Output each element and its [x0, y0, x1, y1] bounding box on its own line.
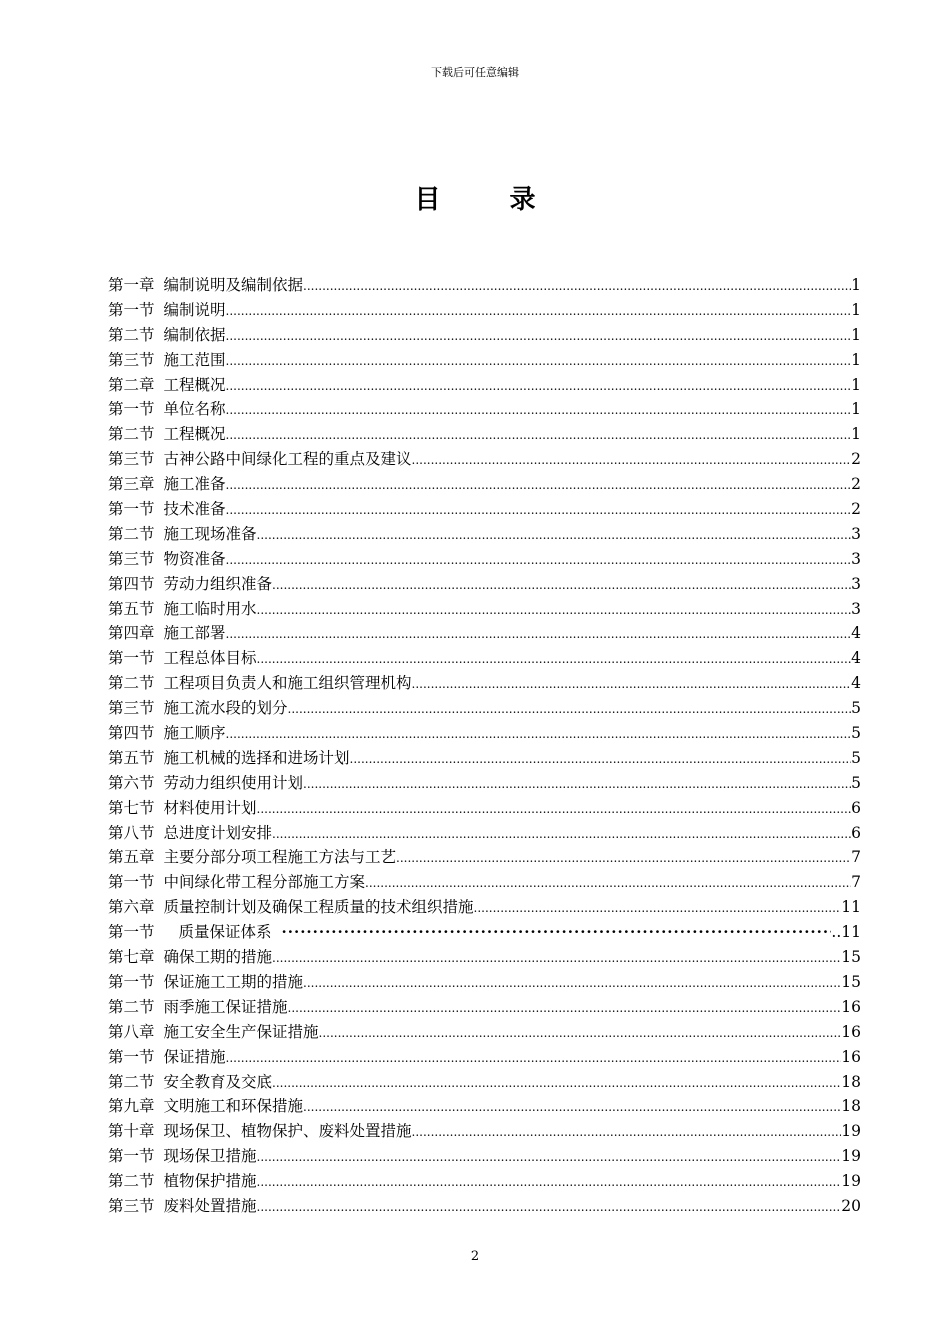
toc-entry-number: 第五节	[108, 748, 155, 767]
toc-leader-dots	[257, 523, 852, 547]
toc-leader-dots	[226, 622, 852, 646]
toc-entry-number: 第四章	[108, 624, 155, 643]
toc-entry-number: 第三章	[108, 475, 155, 494]
toc-entry-page: 18	[841, 1072, 861, 1091]
toc-entry-page: 15	[841, 948, 861, 967]
toc-entry-number: 第一节	[108, 873, 155, 892]
toc-entry-title: 劳动力组织使用计划	[163, 773, 304, 792]
toc-entry[interactable]	[108, 447, 861, 472]
toc-entry-number: 第四节	[108, 574, 155, 593]
toc-entry-number: 第四节	[108, 724, 155, 743]
toc-entry-title: 现场保卫、植物保护、废料处置措施	[163, 1122, 412, 1141]
toc-entry-number: 第五节	[108, 599, 155, 618]
toc-entry-title: 古神公路中间绿化工程的重点及建议	[163, 450, 412, 469]
toc-entry[interactable]	[108, 323, 861, 348]
toc-entry-title: 施工安全生产保证措施	[163, 1022, 319, 1041]
toc-entry[interactable]	[108, 547, 861, 572]
table-of-contents	[108, 273, 861, 1219]
toc-entry-number: 第十章	[108, 1122, 155, 1141]
toc-entry[interactable]	[108, 397, 861, 422]
toc-entry-title: 施工现场准备	[163, 524, 257, 543]
toc-entry-title: 施工机械的选择和进场计划	[163, 748, 350, 767]
toc-entry-title: 保证施工工期的措施	[163, 972, 304, 991]
toc-leader-dots	[226, 548, 852, 572]
toc-entry-title: 编制依据	[163, 325, 226, 344]
toc-entry-number: 第七章	[108, 948, 155, 967]
toc-entry-page: 4	[851, 624, 861, 643]
toc-leader-dots	[226, 1046, 842, 1070]
toc-entry-title: 安全教育及交底	[163, 1072, 273, 1091]
toc-entry[interactable]	[108, 995, 861, 1020]
toc-entry-page: 7	[851, 848, 861, 867]
toc-entry-title: 质量控制计划及确保工程质量的技术组织措施	[163, 898, 474, 917]
toc-entry-title: 保证措施	[163, 1047, 226, 1066]
toc-entry[interactable]	[108, 621, 861, 646]
toc-leader-dots	[257, 1145, 842, 1169]
toc-entry[interactable]	[108, 1020, 861, 1045]
toc-leader-dots	[226, 349, 852, 373]
toc-entry-title: 现场保卫措施	[163, 1147, 257, 1166]
toc-entry-page: 1	[851, 300, 861, 319]
toc-leader-dots	[303, 274, 851, 298]
toc-entry-page: 11	[841, 898, 861, 917]
toc-entry-number: 第二节	[108, 674, 155, 693]
toc-entry-title: 技术准备	[163, 500, 226, 519]
toc-entry-page: 2	[851, 450, 861, 469]
toc-leader-dots	[226, 398, 852, 422]
toc-entry-page: 18	[841, 1097, 861, 1116]
toc-entry-page: 1	[851, 325, 861, 344]
toc-leader-dots	[257, 1170, 842, 1194]
toc-leader-dots	[226, 374, 852, 398]
toc-entry-page: 19	[841, 1172, 861, 1191]
toc-entry-number: 第一章	[108, 276, 155, 294]
toc-entry-title: 植物保护措施	[163, 1172, 257, 1191]
toc-entry-page: 5	[851, 724, 861, 743]
toc-leader-dots	[303, 772, 851, 796]
toc-entry[interactable]	[108, 870, 861, 895]
toc-entry-number: 第二节	[108, 524, 155, 543]
toc-entry-title: 废料处置措施	[163, 1196, 257, 1215]
toc-entry[interactable]	[108, 497, 861, 522]
toc-entry-title: 劳动力组织准备	[163, 574, 273, 593]
toc-leader-dots	[257, 797, 852, 821]
toc-entry-title: 质量保证体系	[178, 923, 272, 942]
toc-entry-title: 中间绿化带工程分部施工方案	[163, 873, 366, 892]
toc-leader-dots	[396, 846, 851, 870]
toc-leader-dots	[272, 920, 832, 945]
toc-entry-title: 施工临时用水	[163, 599, 257, 618]
toc-entry[interactable]	[108, 796, 861, 821]
toc-leader-dots	[272, 573, 851, 597]
toc-entry[interactable]	[108, 671, 861, 696]
toc-entry[interactable]	[108, 1169, 861, 1194]
toc-leader-dots	[257, 1195, 842, 1219]
toc-entry[interactable]	[108, 422, 861, 447]
toc-entry-title: 雨季施工保证措施	[163, 997, 288, 1016]
toc-entry-title: 工程项目负责人和施工组织管理机构	[163, 674, 412, 693]
toc-entry-number: 第一节	[108, 1147, 155, 1166]
toc-entry-number: 第八章	[108, 1022, 155, 1041]
toc-entry-page: 3	[851, 549, 861, 568]
toc-entry-title: 文明施工和环保措施	[163, 1097, 304, 1116]
toc-leader-dots	[226, 473, 852, 497]
toc-leader-dots	[303, 1095, 841, 1119]
toc-entry-number: 第六节	[108, 773, 155, 792]
toc-entry-number: 第八节	[108, 823, 155, 842]
toc-leader-dots	[272, 822, 851, 846]
toc-leader-dots	[319, 1021, 842, 1045]
toc-entry-number: 第一节	[108, 400, 155, 419]
toc-leader-dots	[226, 722, 852, 746]
toc-entry-page: 5	[851, 699, 861, 718]
toc-entry-page: 1	[851, 350, 861, 369]
toc-entry-title: 单位名称	[163, 400, 226, 419]
toc-entry-page: 3	[851, 599, 861, 618]
toc-entry[interactable]	[108, 348, 861, 373]
toc-leader-dots	[350, 747, 852, 771]
toc-leader-dots	[226, 498, 852, 522]
toc-leader-dots	[365, 871, 851, 895]
toc-entry-title: 施工顺序	[163, 724, 226, 743]
toc-entry-page: 6	[851, 798, 861, 817]
page-header: 下载后可任意编辑	[431, 66, 519, 79]
toc-leader-dots	[257, 647, 852, 671]
toc-entry-page: 7	[851, 873, 861, 892]
toc-entry-page: 6	[851, 823, 861, 842]
toc-entry-page: 19	[841, 1147, 861, 1166]
toc-entry-title: 主要分部分项工程施工方法与工艺	[163, 848, 397, 867]
toc-entry-title: 工程总体目标	[163, 649, 257, 668]
toc-entry-number: 第二节	[108, 325, 155, 344]
toc-entry-title: 施工流水段的划分	[163, 699, 288, 718]
toc-entry-page: 2	[851, 500, 861, 519]
toc-entry[interactable]	[108, 970, 861, 995]
toc-leader-dots	[412, 1120, 842, 1144]
toc-leader-dots	[226, 324, 852, 348]
toc-entry-number: 第三节	[108, 699, 155, 718]
toc-entry-number: 第一节	[108, 1047, 155, 1066]
toc-entry-number: 第一节	[108, 649, 155, 668]
toc-entry-page: 3	[851, 524, 861, 543]
toc-entry-page: 4	[851, 649, 861, 668]
toc-entry[interactable]	[108, 771, 861, 796]
toc-entry-title: 施工准备	[163, 475, 226, 494]
toc-entry[interactable]	[108, 572, 861, 597]
toc-entry-title: 材料使用计划	[163, 798, 257, 817]
toc-entry-page: 5	[851, 748, 861, 767]
toc-entry[interactable]	[108, 1070, 861, 1095]
toc-entry[interactable]	[108, 597, 861, 622]
toc-entry-number: 第二节	[108, 425, 155, 444]
toc-entry[interactable]	[108, 746, 861, 771]
toc-entry-number: 第二节	[108, 997, 155, 1016]
toc-entry-number: 第一节	[108, 500, 155, 519]
toc-entry-page: 16	[841, 1047, 861, 1066]
toc-entry-page: 3	[851, 574, 861, 593]
toc-entry-title: 工程概况	[163, 375, 226, 394]
toc-entry[interactable]	[108, 522, 861, 547]
toc-entry-page: 16	[841, 997, 861, 1016]
toc-leader-dots	[288, 697, 852, 721]
toc-entry-number: 第五章	[108, 848, 155, 867]
toc-entry[interactable]	[108, 1094, 861, 1119]
toc-entry[interactable]	[108, 920, 861, 945]
toc-leader-dots	[412, 672, 852, 696]
toc-entry-page: 15	[841, 972, 861, 991]
toc-leader-dots	[412, 448, 852, 472]
toc-entry-number: 第一节	[108, 923, 155, 942]
toc-entry-number: 第二节	[108, 1072, 155, 1091]
toc-entry-page: 4	[851, 674, 861, 693]
toc-entry-number: 第二节	[108, 1172, 155, 1191]
toc-entry-page: 1	[851, 375, 861, 394]
toc-entry-number: 第三节	[108, 1196, 155, 1215]
toc-entry[interactable]	[108, 1119, 861, 1144]
toc-entry-number: 第七节	[108, 798, 155, 817]
toc-entry-page: 1	[851, 425, 861, 444]
toc-entry-number: 第二章	[108, 375, 155, 394]
toc-entry-number: 第三节	[108, 350, 155, 369]
toc-entry[interactable]	[108, 895, 861, 920]
page-title: 目 录	[414, 185, 566, 215]
toc-entry-number: 第一节	[108, 300, 155, 319]
toc-entry-page: 1	[851, 400, 861, 419]
toc-leader-dots	[272, 946, 841, 970]
toc-leader-dots	[474, 896, 842, 920]
toc-entry[interactable]	[108, 845, 861, 870]
toc-entry[interactable]	[108, 273, 861, 298]
toc-entry-title: 编制说明及编制依据	[163, 276, 304, 294]
toc-entry[interactable]	[108, 696, 861, 721]
toc-leader-dots	[226, 299, 852, 323]
toc-entry-page: 2	[851, 475, 861, 494]
toc-leader-dots	[226, 423, 852, 447]
toc-entry[interactable]	[108, 1045, 861, 1070]
page-number: 2	[470, 1249, 480, 1264]
toc-entry[interactable]	[108, 721, 861, 746]
toc-entry[interactable]	[108, 472, 861, 497]
toc-entry-number: 第一节	[108, 972, 155, 991]
toc-entry-page: 20	[841, 1196, 861, 1215]
toc-entry[interactable]	[108, 1194, 861, 1219]
toc-entry-number: 第三节	[108, 549, 155, 568]
toc-entry[interactable]	[108, 298, 861, 323]
toc-entry-title: 总进度计划安排	[163, 823, 273, 842]
toc-entry-title: 施工范围	[163, 350, 226, 369]
toc-entry-title: 工程概况	[163, 425, 226, 444]
toc-entry-title: 物资准备	[163, 549, 226, 568]
toc-leader-dots	[288, 996, 842, 1020]
toc-entry-title: 施工部署	[163, 624, 226, 643]
toc-entry[interactable]	[108, 1144, 861, 1169]
toc-entry-title: 确保工期的措施	[163, 948, 273, 967]
toc-entry[interactable]	[108, 821, 861, 846]
toc-entry[interactable]	[108, 945, 861, 970]
toc-entry[interactable]	[108, 646, 861, 671]
toc-leader-dots	[303, 971, 841, 995]
toc-entry-number: 第九章	[108, 1097, 155, 1116]
toc-leader-dots	[272, 1071, 841, 1095]
toc-entry-number: 第三节	[108, 450, 155, 469]
toc-entry-page: 1	[851, 276, 861, 294]
toc-entry-page: ..11	[831, 923, 861, 942]
toc-entry-number: 第六章	[108, 898, 155, 917]
toc-entry-page: 16	[841, 1022, 861, 1041]
toc-entry-page: 19	[841, 1122, 861, 1141]
toc-entry-page: 5	[851, 773, 861, 792]
toc-entry[interactable]	[108, 373, 861, 398]
toc-leader-dots	[257, 598, 852, 622]
toc-entry-title: 编制说明	[163, 300, 226, 319]
